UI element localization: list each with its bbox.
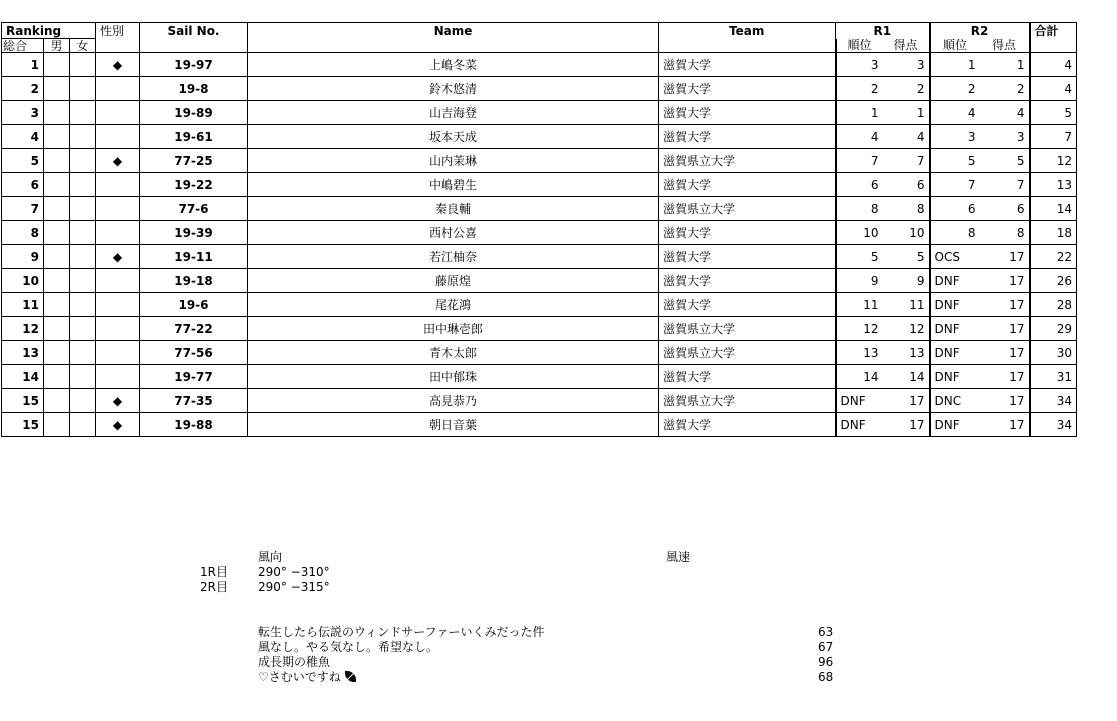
r1-place-cell: 3: [836, 53, 883, 77]
male-rank-cell: [44, 173, 70, 197]
table-row: [2, 77, 1077, 101]
team-cell: 滋賀県立大学: [659, 341, 836, 365]
team-cell: 滋賀大学: [659, 101, 836, 125]
gender-cell: [96, 173, 140, 197]
team-header: Team: [659, 23, 836, 53]
table-row: [2, 317, 1077, 341]
rank-cell: 11: [2, 293, 44, 317]
male-rank-cell: [44, 53, 70, 77]
team-cell: 滋賀大学: [659, 125, 836, 149]
sail-no-cell: 19-6: [140, 293, 248, 317]
table-row: [2, 293, 1077, 317]
female-rank-cell: [70, 101, 96, 125]
name-cell: 朝日音葉: [248, 413, 659, 437]
r2-score-cell: 17: [980, 245, 1030, 269]
total-cell: 14: [1030, 197, 1077, 221]
total-header: 合計: [1030, 23, 1077, 53]
gender-cell: ◆: [96, 245, 140, 269]
rank-cell: 9: [2, 245, 44, 269]
overall-rank-header: 総合: [2, 39, 44, 53]
team-cell: 滋賀県立大学: [659, 317, 836, 341]
r1-score-cell: 5: [883, 245, 930, 269]
sail-no-cell: 19-89: [140, 101, 248, 125]
r2-score-cell: 17: [980, 293, 1030, 317]
gender-cell: [96, 293, 140, 317]
r2-place-cell: 1: [930, 53, 980, 77]
table-row: [2, 389, 1077, 413]
total-cell: 34: [1030, 413, 1077, 437]
gender-cell: [96, 269, 140, 293]
female-rank-header: 女: [70, 39, 96, 53]
rank-cell: 3: [2, 101, 44, 125]
sail-no-cell: 19-18: [140, 269, 248, 293]
male-rank-cell: [44, 389, 70, 413]
r2-score-cell: 6: [980, 197, 1030, 221]
r2-place-cell: DNF: [930, 317, 980, 341]
comment-value: 96: [818, 655, 834, 669]
gender-cell: [96, 341, 140, 365]
r2-place-cell: 7: [930, 173, 980, 197]
team-cell: 滋賀大学: [659, 269, 836, 293]
male-rank-cell: [44, 77, 70, 101]
male-rank-cell: [44, 317, 70, 341]
male-rank-cell: [44, 413, 70, 437]
r2-place-cell: DNF: [930, 269, 980, 293]
r1-score-cell: 17: [883, 413, 930, 437]
female-rank-cell: [70, 125, 96, 149]
name-cell: 田中琳壱郎: [248, 317, 659, 341]
sail-no-cell: 19-39: [140, 221, 248, 245]
race1-label: 1R目: [200, 565, 228, 579]
r1-place-cell: 11: [836, 293, 883, 317]
rank-cell: 7: [2, 197, 44, 221]
total-cell: 34: [1030, 389, 1077, 413]
female-rank-cell: [70, 197, 96, 221]
male-rank-cell: [44, 221, 70, 245]
total-cell: 18: [1030, 221, 1077, 245]
gender-cell: [96, 101, 140, 125]
sail-no-cell: 19-88: [140, 413, 248, 437]
female-rank-cell: [70, 293, 96, 317]
name-cell: 山内茉琳: [248, 149, 659, 173]
comment-list: [258, 625, 544, 685]
rank-cell: 13: [2, 341, 44, 365]
comment-value: 63: [818, 625, 834, 639]
gender-cell: [96, 125, 140, 149]
sail-no-cell: 19-11: [140, 245, 248, 269]
male-rank-cell: [44, 149, 70, 173]
r2-place-header: 順位: [930, 39, 980, 53]
name-cell: 山吉海登: [248, 101, 659, 125]
gender-cell: [96, 77, 140, 101]
r2-score-cell: 17: [980, 389, 1030, 413]
gender-header: 性別: [96, 23, 140, 53]
wind-direction-label: 風向: [258, 550, 283, 564]
r1-score-cell: 9: [883, 269, 930, 293]
r1-score-cell: 6: [883, 173, 930, 197]
r2-place-cell: DNC: [930, 389, 980, 413]
sail-no-cell: 19-77: [140, 365, 248, 389]
team-cell: 滋賀県立大学: [659, 149, 836, 173]
total-cell: 12: [1030, 149, 1077, 173]
comment-values: [818, 625, 833, 685]
rank-cell: 5: [2, 149, 44, 173]
r2-place-cell: 3: [930, 125, 980, 149]
team-cell: 滋賀大学: [659, 173, 836, 197]
female-rank-cell: [70, 317, 96, 341]
table-row: [2, 149, 1077, 173]
team-cell: 滋賀大学: [659, 293, 836, 317]
female-rank-cell: [70, 365, 96, 389]
r1-place-cell: 1: [836, 101, 883, 125]
table-row: [2, 245, 1077, 269]
female-rank-cell: [70, 389, 96, 413]
r2-score-cell: 5: [980, 149, 1030, 173]
sail-no-cell: 77-35: [140, 389, 248, 413]
team-cell: 滋賀大学: [659, 365, 836, 389]
team-cell: 滋賀県立大学: [659, 389, 836, 413]
rank-cell: 12: [2, 317, 44, 341]
team-cell: 滋賀大学: [659, 413, 836, 437]
rank-cell: 15: [2, 413, 44, 437]
gender-cell: [96, 365, 140, 389]
r2-header: R2: [930, 23, 1030, 39]
comment-value: 68: [818, 670, 834, 684]
name-cell: 青木太郎: [248, 341, 659, 365]
r2-place-cell: DNF: [930, 341, 980, 365]
gender-cell: ◆: [96, 53, 140, 77]
sail-no-cell: 77-6: [140, 197, 248, 221]
name-cell: 高見恭乃: [248, 389, 659, 413]
female-rank-cell: [70, 53, 96, 77]
name-cell: 田中郁珠: [248, 365, 659, 389]
name-cell: 若江柚奈: [248, 245, 659, 269]
male-rank-cell: [44, 125, 70, 149]
results-table: [1, 22, 1077, 437]
r1-score-cell: 1: [883, 101, 930, 125]
male-rank-cell: [44, 101, 70, 125]
r2-score-cell: 17: [980, 341, 1030, 365]
table-row: [2, 197, 1077, 221]
rank-cell: 10: [2, 269, 44, 293]
table-row: [2, 53, 1077, 77]
name-cell: 坂本天成: [248, 125, 659, 149]
total-cell: 7: [1030, 125, 1077, 149]
comment-text: ♡さむいですね: [258, 670, 544, 685]
rank-cell: 15: [2, 389, 44, 413]
comment-text: 風なし。やる気なし。希望なし。: [258, 640, 439, 654]
name-cell: 秦良輔: [248, 197, 659, 221]
r1-place-cell: 9: [836, 269, 883, 293]
rank-cell: 1: [2, 53, 44, 77]
sail-no-cell: 19-8: [140, 77, 248, 101]
r2-place-cell: 4: [930, 101, 980, 125]
sail-no-cell: 19-22: [140, 173, 248, 197]
r2-score-cell: 3: [980, 125, 1030, 149]
sail-no-cell: 77-22: [140, 317, 248, 341]
sail-no-cell: 77-25: [140, 149, 248, 173]
gender-cell: [96, 317, 140, 341]
leaf-icon: [345, 671, 356, 682]
r1-score-cell: 4: [883, 125, 930, 149]
table-row: [2, 341, 1077, 365]
rank-cell: 2: [2, 77, 44, 101]
comment-value: 67: [818, 640, 834, 654]
r2-place-cell: DNF: [930, 293, 980, 317]
name-cell: 西村公喜: [248, 221, 659, 245]
r2-place-cell: OCS: [930, 245, 980, 269]
r1-place-cell: 4: [836, 125, 883, 149]
female-rank-cell: [70, 149, 96, 173]
race2-wind-direction: 290° −315°: [258, 580, 330, 594]
r1-place-cell: DNF: [836, 389, 883, 413]
total-cell: 29: [1030, 317, 1077, 341]
female-rank-cell: [70, 341, 96, 365]
r2-place-cell: 6: [930, 197, 980, 221]
name-cell: 藤原煌: [248, 269, 659, 293]
r1-header: R1: [836, 23, 930, 39]
r2-place-cell: DNF: [930, 413, 980, 437]
comment-text: 転生したら伝説のウィンドサーファーいくみだった件: [258, 625, 545, 639]
table-row: [2, 365, 1077, 389]
r1-place-cell: 2: [836, 77, 883, 101]
header-row-1: [2, 23, 1077, 39]
gender-cell: ◆: [96, 413, 140, 437]
female-rank-cell: [70, 413, 96, 437]
total-cell: 26: [1030, 269, 1077, 293]
total-cell: 22: [1030, 245, 1077, 269]
team-cell: 滋賀大学: [659, 53, 836, 77]
race2-label: 2R目: [200, 580, 228, 594]
female-rank-cell: [70, 77, 96, 101]
team-cell: 滋賀大学: [659, 221, 836, 245]
name-cell: 中嶋碧生: [248, 173, 659, 197]
name-header: Name: [248, 23, 659, 53]
table-row: [2, 125, 1077, 149]
total-cell: 4: [1030, 77, 1077, 101]
wind-speed-label: 風速: [666, 550, 691, 564]
r1-place-cell: 7: [836, 149, 883, 173]
rank-cell: 6: [2, 173, 44, 197]
rank-cell: 14: [2, 365, 44, 389]
r1-score-cell: 8: [883, 197, 930, 221]
r2-score-cell: 17: [980, 413, 1030, 437]
r1-score-cell: 14: [883, 365, 930, 389]
total-cell: 5: [1030, 101, 1077, 125]
male-rank-cell: [44, 269, 70, 293]
male-rank-cell: [44, 365, 70, 389]
r1-score-header: 得点: [883, 39, 930, 53]
sail-no-cell: 77-56: [140, 341, 248, 365]
table-row: [2, 173, 1077, 197]
r2-score-cell: 17: [980, 269, 1030, 293]
r1-place-cell: 14: [836, 365, 883, 389]
table-row: [2, 221, 1077, 245]
r1-score-cell: 7: [883, 149, 930, 173]
r2-score-cell: 17: [980, 365, 1030, 389]
sail-no-cell: 19-61: [140, 125, 248, 149]
r1-score-cell: 11: [883, 293, 930, 317]
r2-score-cell: 1: [980, 53, 1030, 77]
total-cell: 31: [1030, 365, 1077, 389]
r2-place-cell: 2: [930, 77, 980, 101]
comment-text: 成長期の稚魚: [258, 655, 331, 669]
female-rank-cell: [70, 245, 96, 269]
r1-score-cell: 13: [883, 341, 930, 365]
r2-score-cell: 8: [980, 221, 1030, 245]
r2-place-cell: DNF: [930, 365, 980, 389]
name-cell: 尾花鴻: [248, 293, 659, 317]
r1-place-cell: 8: [836, 197, 883, 221]
team-cell: 滋賀大学: [659, 245, 836, 269]
r1-score-cell: 10: [883, 221, 930, 245]
total-cell: 28: [1030, 293, 1077, 317]
r1-score-cell: 2: [883, 77, 930, 101]
r2-place-cell: 5: [930, 149, 980, 173]
female-rank-cell: [70, 221, 96, 245]
table-row: [2, 101, 1077, 125]
table-row: [2, 269, 1077, 293]
female-rank-cell: [70, 269, 96, 293]
r1-score-cell: 17: [883, 389, 930, 413]
male-rank-cell: [44, 293, 70, 317]
name-cell: 鈴木悠清: [248, 77, 659, 101]
sail-no-cell: 19-97: [140, 53, 248, 77]
r1-place-cell: 5: [836, 245, 883, 269]
male-rank-cell: [44, 341, 70, 365]
r1-score-cell: 12: [883, 317, 930, 341]
team-cell: 滋賀大学: [659, 77, 836, 101]
r2-score-cell: 7: [980, 173, 1030, 197]
total-cell: 30: [1030, 341, 1077, 365]
male-rank-header: 男: [44, 39, 70, 53]
total-cell: 4: [1030, 53, 1077, 77]
r2-score-header: 得点: [980, 39, 1030, 53]
rank-cell: 8: [2, 221, 44, 245]
gender-cell: ◆: [96, 389, 140, 413]
r1-place-cell: 10: [836, 221, 883, 245]
team-cell: 滋賀県立大学: [659, 197, 836, 221]
r1-place-header: 順位: [836, 39, 883, 53]
r2-place-cell: 8: [930, 221, 980, 245]
rank-cell: 4: [2, 125, 44, 149]
table-row: [2, 413, 1077, 437]
r1-place-cell: 12: [836, 317, 883, 341]
ranking-header: Ranking: [2, 23, 96, 39]
gender-cell: [96, 197, 140, 221]
name-cell: 上嶋冬菜: [248, 53, 659, 77]
male-rank-cell: [44, 197, 70, 221]
gender-cell: ◆: [96, 149, 140, 173]
total-cell: 13: [1030, 173, 1077, 197]
r2-score-cell: 2: [980, 77, 1030, 101]
race1-wind-direction: 290° −310°: [258, 565, 330, 579]
female-rank-cell: [70, 173, 96, 197]
r2-score-cell: 17: [980, 317, 1030, 341]
r1-place-cell: DNF: [836, 413, 883, 437]
sail-no-header: Sail No.: [140, 23, 248, 53]
r2-score-cell: 4: [980, 101, 1030, 125]
r1-place-cell: 13: [836, 341, 883, 365]
gender-cell: [96, 221, 140, 245]
r1-place-cell: 6: [836, 173, 883, 197]
r1-score-cell: 3: [883, 53, 930, 77]
male-rank-cell: [44, 245, 70, 269]
